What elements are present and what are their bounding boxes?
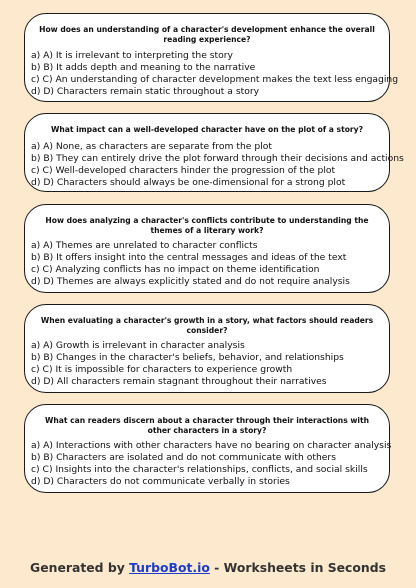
option-b: b) B) It offers insight into the central messages and ideas of the text [31,252,347,263]
question-text: How does analyzing a character's conflicts contribute to understanding the themes of a literary work? [45,216,369,235]
option-a: a) A) It is irrelevant to interpreting the story [31,50,233,61]
option-d: d) D) Characters remain static throughout a story [31,86,260,97]
question-text: What can readers discern about a character through their interactions with other characters in a story? [44,416,370,435]
option-c: c) C) Analyzing conflicts has no impact on theme identification [31,264,320,275]
footer [0,560,416,575]
option-c: c) C) It is impossible for characters to experience growth [31,364,293,375]
question-card-3 [24,204,390,293]
turbobot-link[interactable]: TurboBot.io [129,560,210,575]
option-a: a) A) Interactions with other characters have no bearing on character analysis [31,440,392,451]
option-b: b) B) Changes in the character's beliefs, behavior, and relationships [31,352,344,363]
question-card-4 [24,304,390,393]
option-c: c) C) Insights into the character's relationships, conflicts, and social skills [31,464,368,475]
option-b: b) B) Characters are isolated and do not communicate with others [31,452,336,463]
option-a: a) A) Themes are unrelated to character conflicts [31,240,258,251]
option-d: d) D) Characters should always be one-dimensional for a strong plot [31,177,346,188]
option-b: b) B) They can entirely drive the plot forward through their decisions and actions [31,153,404,164]
question-card-5 [24,404,390,493]
option-d: d) D) Characters do not communicate verbally in stories [31,476,290,487]
question-text: How does an understanding of a character's development enhance the overall reading experience? [39,25,375,44]
question-text: When evaluating a character's growth in a story, what factors should readers consider? [40,316,374,335]
option-d: d) D) All characters remain stagnant throughout their narratives [31,376,327,387]
option-a: a) A) None, as characters are separate from the plot [31,141,272,152]
option-a: a) A) Growth is irrelevant in character analysis [31,340,245,351]
option-b: b) B) It adds depth and meaning to the narrative [31,62,256,73]
question-card-2 [24,113,404,192]
question-card-1 [24,13,399,102]
option-c: c) C) Well-developed characters hinder the progression of the plot [31,165,336,176]
option-d: d) D) Themes are always explicitly stated and do not require analysis [31,276,350,287]
footer-suffix: - Worksheets in Seconds [209,560,386,575]
footer-prefix: Generated by [30,560,130,575]
question-text: What impact can a well-developed character have on the plot of a story? [50,125,364,134]
option-c: c) C) An understanding of character development makes the text less engaging [31,74,399,85]
